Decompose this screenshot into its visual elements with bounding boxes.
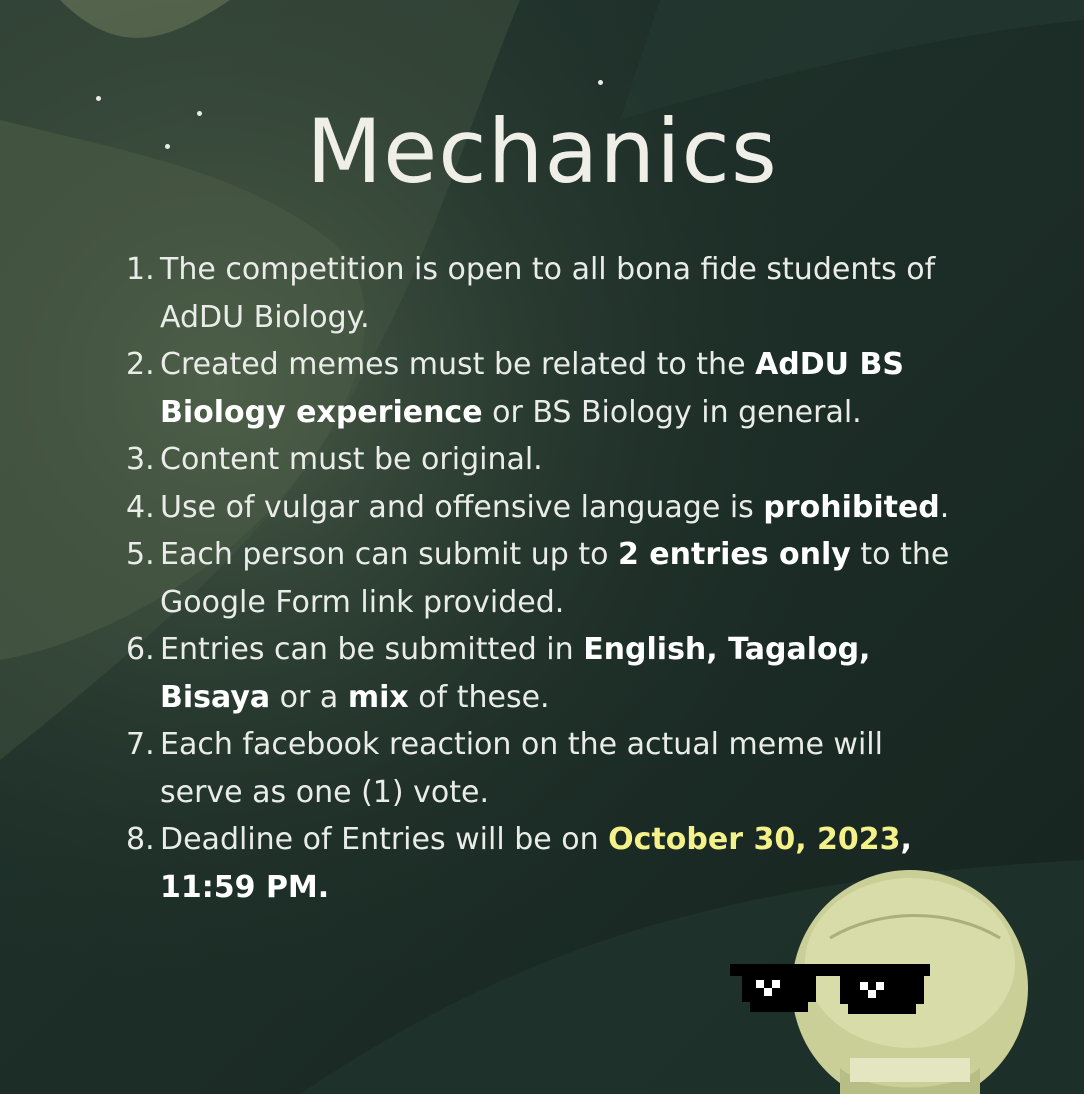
item-number: 5.	[126, 537, 155, 572]
item-number: 8.	[126, 822, 155, 857]
bold-text: AdDU BS Biology experience	[160, 347, 904, 430]
item-text	[160, 632, 870, 715]
item-text	[160, 727, 883, 810]
sparkle-dot-4	[598, 80, 603, 85]
bold-text: 2 entries only	[617, 537, 851, 572]
bold-text: prohibited	[763, 489, 940, 525]
item-number: 2.	[126, 347, 155, 382]
text-segment: of these.	[408, 679, 550, 715]
list-item	[126, 246, 966, 341]
text-segment: Each person can submit up to	[160, 537, 618, 572]
text-segment: Each facebook reaction on the actual meme will serve as one (1) vote.	[160, 727, 883, 810]
text-segment: Created memes must be related to the	[160, 347, 756, 382]
list-item	[126, 341, 966, 436]
text-segment: Deadline of Entries will be on	[160, 822, 609, 857]
item-number: 6.	[126, 632, 155, 667]
list-item	[126, 626, 966, 721]
text-segment: Content must be original.	[160, 442, 543, 477]
skull-with-sunglasses-icon	[720, 868, 1084, 1094]
text-segment: .	[939, 489, 950, 525]
text-segment: to the Google Form link provided.	[160, 537, 950, 620]
item-text	[160, 347, 904, 430]
list-item	[126, 484, 966, 532]
bold-text: mix	[347, 679, 409, 715]
text-segment: or a	[270, 679, 348, 715]
item-number: 7.	[126, 727, 155, 762]
item-number: 3.	[126, 442, 155, 477]
list-item	[126, 721, 966, 816]
text-segment: or BS Biology in general.	[482, 394, 862, 430]
item-text	[160, 537, 949, 620]
highlight-text: October 30, 2023	[608, 822, 901, 857]
bold-text: , 11:59 PM.	[160, 822, 912, 905]
text-segment: Use of vulgar and offensive language is	[160, 489, 764, 525]
list-item	[126, 531, 966, 626]
item-text	[160, 490, 949, 525]
item-text	[160, 252, 935, 335]
item-text	[160, 442, 543, 477]
mechanics-list	[126, 246, 966, 911]
list-item	[126, 436, 966, 484]
page-title: Mechanics	[306, 100, 778, 203]
bold-text: English, Tagalog, Bisaya	[160, 632, 871, 715]
item-number: 4.	[126, 489, 155, 525]
text-segment: The competition is open to all bona fide students of AdDU Biology.	[160, 252, 936, 335]
item-number: 1.	[126, 252, 155, 287]
text-segment: Entries can be submitted in	[160, 632, 584, 667]
